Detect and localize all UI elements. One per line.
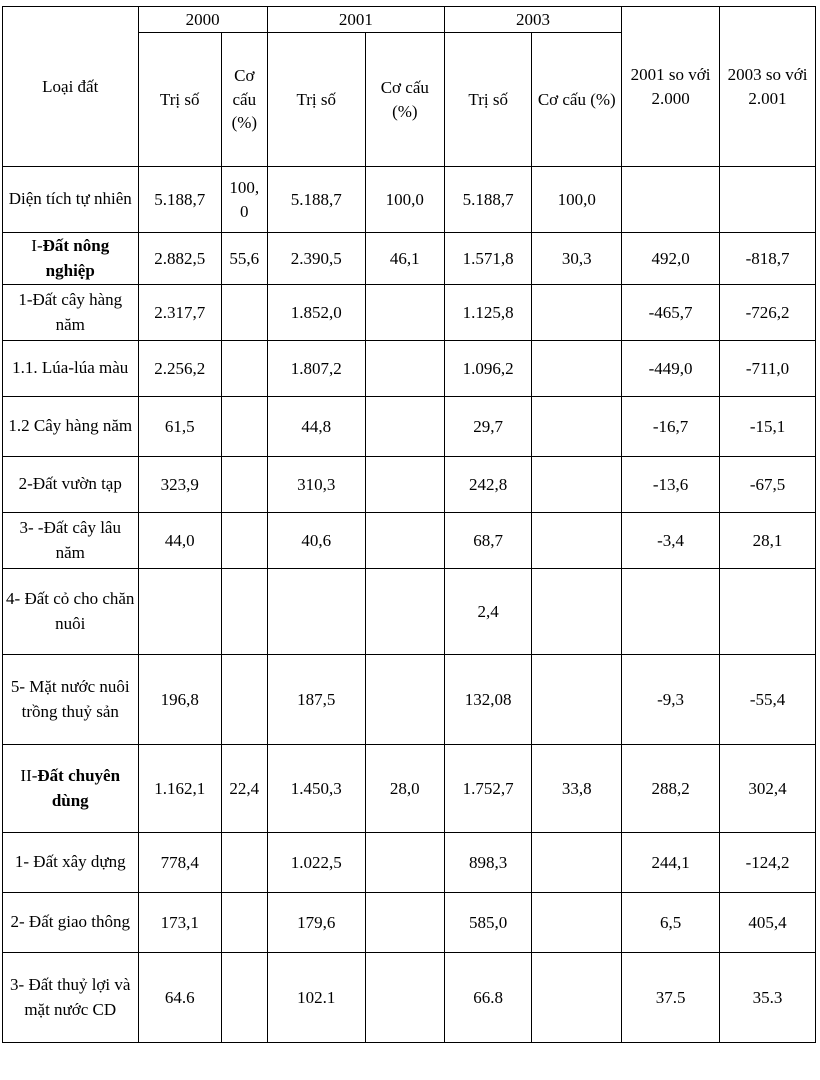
row-label-text: 3- -Đất cây lâu năm bbox=[19, 517, 121, 562]
cell-s2000 bbox=[221, 833, 267, 893]
cell-v2001: 44,8 bbox=[267, 397, 365, 457]
cell-v2000: 2.882,5 bbox=[138, 233, 221, 285]
row-label-text: 4- Đất cỏ cho chăn nuôi bbox=[6, 588, 135, 633]
cell-s2000 bbox=[221, 569, 267, 655]
table-row bbox=[3, 833, 816, 893]
row-label bbox=[3, 655, 139, 745]
cell-s2003 bbox=[532, 893, 622, 953]
cell-s2003 bbox=[532, 655, 622, 745]
cell-s2000 bbox=[221, 457, 267, 513]
cell-s2000: 55,6 bbox=[221, 233, 267, 285]
cell-c2003: 35.3 bbox=[720, 953, 816, 1043]
cell-v2001: 1.450,3 bbox=[267, 745, 365, 833]
cell-s2003 bbox=[532, 341, 622, 397]
cell-v2000: 323,9 bbox=[138, 457, 221, 513]
cell-v2001: 1.807,2 bbox=[267, 341, 365, 397]
cell-s2001: 100,0 bbox=[365, 167, 444, 233]
cell-s2003 bbox=[532, 513, 622, 569]
cell-v2001: 2.390,5 bbox=[267, 233, 365, 285]
header-compare-2003: 2003 so với 2.001 bbox=[720, 7, 816, 167]
cell-s2003 bbox=[532, 953, 622, 1043]
cell-c2001 bbox=[622, 569, 720, 655]
row-label-text: 1- Đất xây dựng bbox=[14, 852, 126, 872]
cell-c2001: -3,4 bbox=[622, 513, 720, 569]
cell-c2003: 28,1 bbox=[720, 513, 816, 569]
row-label-text: Đất nông nghiệp bbox=[42, 235, 110, 280]
cell-v2000: 2.317,7 bbox=[138, 285, 221, 341]
cell-s2001 bbox=[365, 953, 444, 1043]
row-label bbox=[3, 341, 139, 397]
row-label-text: 5- Mặt nước nuôi trồng thuỷ sản bbox=[10, 676, 130, 721]
cell-s2003 bbox=[532, 285, 622, 341]
cell-v2001 bbox=[267, 569, 365, 655]
cell-c2001: 6,5 bbox=[622, 893, 720, 953]
row-label-text: Diện tích tự nhiên bbox=[8, 189, 132, 209]
cell-v2001: 40,6 bbox=[267, 513, 365, 569]
table-row bbox=[3, 893, 816, 953]
cell-c2001 bbox=[622, 167, 720, 233]
row-label bbox=[3, 233, 139, 285]
row-label bbox=[3, 167, 139, 233]
cell-c2003 bbox=[720, 167, 816, 233]
cell-v2001: 102.1 bbox=[267, 953, 365, 1043]
cell-s2000 bbox=[221, 953, 267, 1043]
row-label bbox=[3, 397, 139, 457]
cell-c2003: -711,0 bbox=[720, 341, 816, 397]
header-land-type: Loại đất bbox=[3, 7, 139, 167]
cell-s2001 bbox=[365, 569, 444, 655]
cell-s2003 bbox=[532, 397, 622, 457]
row-label-text: 3- Đất thuỷ lợi và mặt nước CD bbox=[10, 974, 131, 1019]
cell-c2001: -13,6 bbox=[622, 457, 720, 513]
cell-v2003: 1.571,8 bbox=[444, 233, 532, 285]
cell-v2000: 2.256,2 bbox=[138, 341, 221, 397]
cell-s2000 bbox=[221, 893, 267, 953]
cell-v2003: 66.8 bbox=[444, 953, 532, 1043]
cell-c2003: -15,1 bbox=[720, 397, 816, 457]
cell-s2000 bbox=[221, 285, 267, 341]
cell-c2003: -55,4 bbox=[720, 655, 816, 745]
row-label bbox=[3, 513, 139, 569]
table-body bbox=[3, 167, 816, 1043]
table-row bbox=[3, 341, 816, 397]
cell-s2001 bbox=[365, 341, 444, 397]
table-row bbox=[3, 167, 816, 233]
cell-c2003: -818,7 bbox=[720, 233, 816, 285]
cell-s2001 bbox=[365, 833, 444, 893]
row-label bbox=[3, 745, 139, 833]
row-label-text: Đất chuyên dùng bbox=[37, 765, 121, 810]
cell-v2003: 1.752,7 bbox=[444, 745, 532, 833]
cell-s2000 bbox=[221, 655, 267, 745]
table-row bbox=[3, 285, 816, 341]
cell-s2001 bbox=[365, 397, 444, 457]
cell-v2000: 44,0 bbox=[138, 513, 221, 569]
cell-s2000: 22,4 bbox=[221, 745, 267, 833]
cell-v2000: 64.6 bbox=[138, 953, 221, 1043]
cell-v2000: 173,1 bbox=[138, 893, 221, 953]
cell-v2001: 1.022,5 bbox=[267, 833, 365, 893]
row-label bbox=[3, 953, 139, 1043]
cell-s2001 bbox=[365, 457, 444, 513]
table-row bbox=[3, 569, 816, 655]
header-structure-2000: Cơ cấu (%) bbox=[221, 33, 267, 167]
table-row bbox=[3, 513, 816, 569]
cell-v2001: 1.852,0 bbox=[267, 285, 365, 341]
row-label bbox=[3, 569, 139, 655]
table-row bbox=[3, 233, 816, 285]
cell-s2000: 100, 0 bbox=[221, 167, 267, 233]
cell-s2001: 46,1 bbox=[365, 233, 444, 285]
header-year-2001: 2001 bbox=[267, 7, 444, 33]
cell-v2001: 179,6 bbox=[267, 893, 365, 953]
row-label-text: 2- Đất giao thông bbox=[10, 912, 130, 932]
cell-c2003: 302,4 bbox=[720, 745, 816, 833]
cell-s2001 bbox=[365, 893, 444, 953]
cell-v2000: 61,5 bbox=[138, 397, 221, 457]
header-structure-2003: Cơ cấu (%) bbox=[532, 33, 622, 167]
cell-v2003: 68,7 bbox=[444, 513, 532, 569]
table-row bbox=[3, 397, 816, 457]
cell-s2000 bbox=[221, 513, 267, 569]
cell-s2001: 28,0 bbox=[365, 745, 444, 833]
cell-v2003: 242,8 bbox=[444, 457, 532, 513]
cell-v2003: 585,0 bbox=[444, 893, 532, 953]
cell-v2001: 310,3 bbox=[267, 457, 365, 513]
row-label-text: 1-Đất cây hàng năm bbox=[18, 289, 123, 334]
cell-s2001 bbox=[365, 513, 444, 569]
row-label bbox=[3, 285, 139, 341]
cell-c2003 bbox=[720, 569, 816, 655]
row-label-text: 2-Đất vườn tạp bbox=[18, 474, 122, 494]
header-structure-2001: Cơ cấu (%) bbox=[365, 33, 444, 167]
cell-s2003: 100,0 bbox=[532, 167, 622, 233]
cell-v2003: 2,4 bbox=[444, 569, 532, 655]
cell-c2003: 405,4 bbox=[720, 893, 816, 953]
cell-v2003: 5.188,7 bbox=[444, 167, 532, 233]
cell-s2003: 30,3 bbox=[532, 233, 622, 285]
table-row bbox=[3, 655, 816, 745]
cell-v2000: 196,8 bbox=[138, 655, 221, 745]
header-value-2000: Trị số bbox=[138, 33, 221, 167]
row-label-text: 1.2 Cây hàng năm bbox=[8, 416, 133, 436]
cell-v2000: 5.188,7 bbox=[138, 167, 221, 233]
cell-c2003: -67,5 bbox=[720, 457, 816, 513]
header-compare-2001: 2001 so với 2.000 bbox=[622, 7, 720, 167]
cell-v2003: 1.125,8 bbox=[444, 285, 532, 341]
cell-v2003: 132,08 bbox=[444, 655, 532, 745]
cell-v2000 bbox=[138, 569, 221, 655]
row-label bbox=[3, 457, 139, 513]
cell-v2001: 5.188,7 bbox=[267, 167, 365, 233]
cell-c2001: -16,7 bbox=[622, 397, 720, 457]
cell-v2003: 29,7 bbox=[444, 397, 532, 457]
cell-c2003: -124,2 bbox=[720, 833, 816, 893]
cell-s2001 bbox=[365, 285, 444, 341]
cell-s2003 bbox=[532, 833, 622, 893]
table-row bbox=[3, 745, 816, 833]
cell-c2001: -465,7 bbox=[622, 285, 720, 341]
cell-v2000: 1.162,1 bbox=[138, 745, 221, 833]
cell-s2003: 33,8 bbox=[532, 745, 622, 833]
cell-s2001 bbox=[365, 655, 444, 745]
row-label-prefix: I- bbox=[31, 235, 43, 255]
cell-c2001: 288,2 bbox=[622, 745, 720, 833]
row-label bbox=[3, 893, 139, 953]
header-value-2003: Trị số bbox=[444, 33, 532, 167]
cell-c2001: 492,0 bbox=[622, 233, 720, 285]
cell-v2001: 187,5 bbox=[267, 655, 365, 745]
row-label-prefix: II- bbox=[20, 765, 38, 785]
table-row bbox=[3, 457, 816, 513]
cell-s2000 bbox=[221, 341, 267, 397]
cell-v2003: 1.096,2 bbox=[444, 341, 532, 397]
cell-s2003 bbox=[532, 457, 622, 513]
cell-c2001: -9,3 bbox=[622, 655, 720, 745]
table-row bbox=[3, 953, 816, 1043]
cell-v2003: 898,3 bbox=[444, 833, 532, 893]
cell-c2001: -449,0 bbox=[622, 341, 720, 397]
header-value-2001: Trị số bbox=[267, 33, 365, 167]
cell-c2001: 37.5 bbox=[622, 953, 720, 1043]
land-use-table bbox=[2, 6, 816, 1043]
row-label-text: 1.1. Lúa-lúa màu bbox=[12, 358, 129, 378]
cell-s2000 bbox=[221, 397, 267, 457]
cell-v2000: 778,4 bbox=[138, 833, 221, 893]
header-year-2000: 2000 bbox=[138, 7, 267, 33]
cell-c2003: -726,2 bbox=[720, 285, 816, 341]
header-year-2003: 2003 bbox=[444, 7, 621, 33]
cell-c2001: 244,1 bbox=[622, 833, 720, 893]
row-label bbox=[3, 833, 139, 893]
cell-s2003 bbox=[532, 569, 622, 655]
